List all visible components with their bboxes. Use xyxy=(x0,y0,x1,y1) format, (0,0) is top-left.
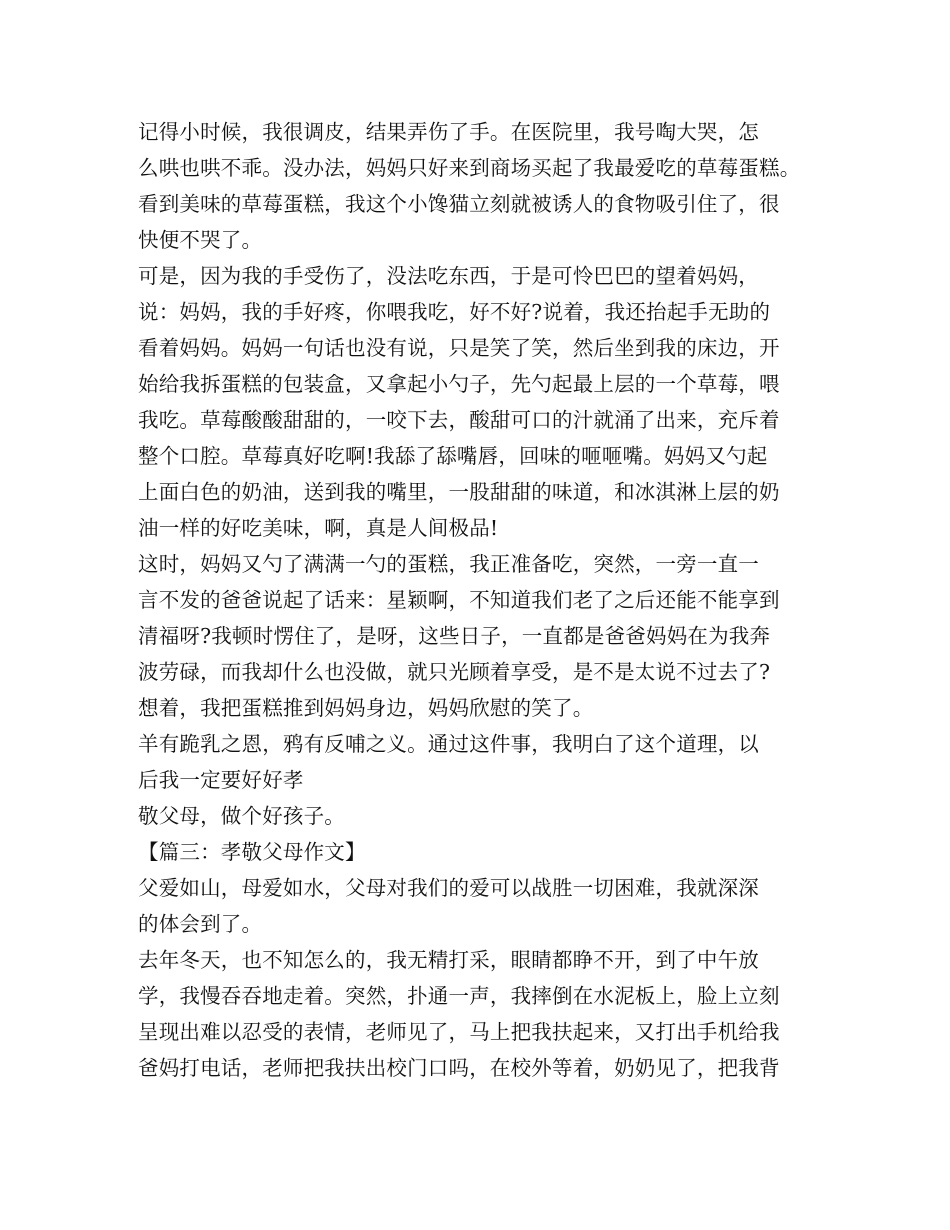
text-line: 油一样的好吃美味，啊，真是人间极品! xyxy=(138,516,499,540)
text-line: 我吃。草莓酸酸甜甜的，一咬下去，酸甜可口的汁就涌了出来，充斥着 xyxy=(138,408,780,432)
text-line: 后我一定要好好孝 xyxy=(138,768,304,792)
text-line: 清福呀?我顿时愣住了，是呀，这些日子，一直都是爸爸妈妈在为我奔 xyxy=(138,624,771,648)
text-line: 波劳碌，而我却什么也没做，就只光顾着享受，是不是太说不过去了? xyxy=(138,660,771,684)
text-line: 去年冬天，也不知怎么的，我无精打采，眼睛都睁不开，到了中午放 xyxy=(138,948,759,972)
text-line: 快便不哭了。 xyxy=(138,228,263,252)
text-line: 的体会到了。 xyxy=(138,912,263,936)
text-line: 整个口腔。草莓真好吃啊!我舔了舔嘴唇，回味的咂咂嘴。妈妈又勺起 xyxy=(138,444,768,468)
text-line: 呈现出难以忍受的表情，老师见了，马上把我扶起来，又打出手机给我 xyxy=(138,1020,780,1044)
text-line: 父爱如山，母爱如水，父母对我们的爱可以战胜一切困难，我就深深 xyxy=(138,876,759,900)
text-line: 看着妈妈。妈妈一句话也没有说，只是笑了笑，然后坐到我的床边，开 xyxy=(138,336,780,360)
text-line: 爸妈打电话，老师把我扶出校门口吗，在校外等着，奶奶见了，把我背 xyxy=(138,1056,780,1080)
text-line: 羊有跪乳之恩，鸦有反哺之义。通过这件事，我明白了这个道理，以 xyxy=(138,732,759,756)
text-line: 么哄也哄不乖。没办法，妈妈只好来到商场买起了我最爱吃的草莓蛋糕。 xyxy=(138,156,801,180)
text-line: 记得小时候，我很调皮，结果弄伤了手。在医院里，我号啕大哭，怎 xyxy=(138,120,759,144)
text-line: 说：妈妈，我的手好疼，你喂我吃，好不好?说着，我还抬起手无助的 xyxy=(138,300,771,324)
text-line: 看到美味的草莓蛋糕，我这个小馋猫立刻就被诱人的食物吸引住了，很 xyxy=(138,192,780,216)
text-line: 上面白色的奶油，送到我的嘴里，一股甜甜的味道，和冰淇淋上层的奶 xyxy=(138,480,780,504)
text-line: 可是，因为我的手受伤了，没法吃东西，于是可怜巴巴的望着妈妈， xyxy=(138,264,759,288)
section-heading: 【篇三：孝敬父母作文】 xyxy=(138,840,366,864)
text-line: 言不发的爸爸说起了话来：星颖啊，不知道我们老了之后还能不能享到 xyxy=(138,588,780,612)
text-line: 始给我拆蛋糕的包装盒，又拿起小勺子，先勺起最上层的一个草莓，喂 xyxy=(138,372,780,396)
text-line: 敬父母，做个好孩子。 xyxy=(138,804,345,828)
text-line: 学，我慢吞吞地走着。突然，扑通一声，我摔倒在水泥板上，脸上立刻 xyxy=(138,984,780,1008)
text-line: 想着，我把蛋糕推到妈妈身边，妈妈欣慰的笑了。 xyxy=(138,696,594,720)
text-line: 这时，妈妈又勺了满满一勺的蛋糕，我正准备吃，突然，一旁一直一 xyxy=(138,552,759,576)
